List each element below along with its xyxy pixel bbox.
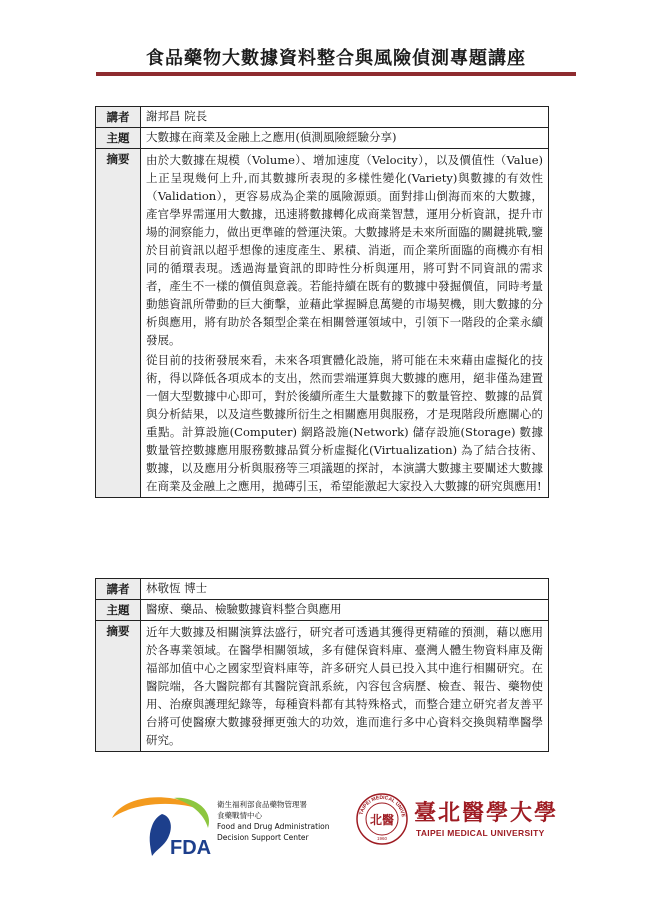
- speaker-label: 講者: [96, 107, 141, 128]
- topic-text: 醫療、藥品、檢驗數據資料整合與應用: [141, 600, 549, 621]
- speaker-row: [96, 107, 549, 128]
- fda-org-text: [217, 799, 330, 843]
- speaker-row: [96, 579, 549, 600]
- speaker-name: 謝邦昌 院長: [141, 107, 549, 128]
- fda-name-en: Food and Drug Administration: [217, 822, 330, 831]
- abstract-label: 摘要: [96, 149, 141, 498]
- tmu-seal-ring-text: TAIPEI MEDICAL UNIVE: [358, 794, 406, 818]
- abstract-cell: [141, 149, 549, 498]
- tmu-name: 臺北醫學大學: [414, 800, 559, 826]
- topic-label: 主題: [96, 600, 141, 621]
- fda-logo-text: FDA: [170, 837, 212, 859]
- abstract-paragraph: 從目前的技術發展來看，未來各項實體化設施，將可能在未來藉由虛擬化的技術，得以降低各項成本的支出，然而雲端運算與大數據的應用，絕非僅為建置一個大型數據中心即可，對於後續所產生大量數據下的數量管控、數據的品質與分析結果，以及這些數據所衍生之相關應用與服務，才是現階段所應關心的重點。計算設施(Computer) 網路設施(Network) 儲存設施(Storage) 數據數量管控數據應用服務數據品質分析虛擬化(Virtualization) 為了結合技術、數據，以及應用分析與服務等三項議題的探討，本演講大數據主要闡述大數據在商業及金融上之應用，拋磚引玉，希望能激起大家投入大數據的研究與應用!: [146, 353, 543, 493]
- topic-row: [96, 128, 549, 149]
- abstract-paragraph: 近年大數據及相關演算法盛行，研究者可透過其獲得更精確的預測，藉以應用於各專業領域。在醫學相關領域，多有健保資料庫、臺灣人體生物資料庫及衛福部加值中心之國家型資料庫等，許多研究人員已投入其中進行相關研究。在醫院端，各大醫院都有其醫院資訊系統，內容包含病歷、檢查、報告、藥物使用、治療與護理紀錄等，每種資料都有其特殊格式，而整合建立研究者友善平台將可使醫療大數據發揮更強大的功效，進而進行多中心資料交換與精準醫學研究。: [146, 625, 543, 747]
- abstract-paragraph: 由於大數據在規模（Volume）、增加速度（Velocity），以及價值性（Value)上正呈現幾何上升,而其數據所表現的多樣性變化(Variety)與數據的有效性（Validation），更容易成為企業的風險源頭。面對排山倒海而來的大數據，產官學界需運用大數據，迅速將數據轉化成商業智慧，運用分析資訊，提升市場的洞察能力，做出更準確的營運決策。大數據將是未來所面臨的關鍵挑戰,鑒於目前資訊以超乎想像的速度產生、累積、消逝，而企業所面臨的商機亦有相同的循環表現。透過海量資訊的即時性分析與運用，將可對不同資訊的需求者，產生不一樣的價值與意義。若能持續在既有的數據中發掘價值，同時考量動態資訊所帶動的巨大衝擊，並藉此掌握瞬息萬變的市場契機，則大數據的分析與應用，將有助於各類型企業在相關營運領域中，引領下一階段的企業永續發展。: [146, 153, 543, 347]
- topic-row: [96, 600, 549, 621]
- abstract-row: [96, 149, 549, 498]
- speaker-name: 林敬恆 博士: [141, 579, 549, 600]
- abstract-row: [96, 621, 549, 752]
- abstract-label: 摘要: [96, 621, 141, 752]
- page-title: 食品藥物大數據資料整合與風險偵測專題講座: [146, 48, 526, 69]
- tmu-seal-year: 1960: [376, 836, 388, 841]
- speaker-label: 講者: [96, 579, 141, 600]
- fda-name-zh: 衛生福利部食品藥物管理署: [217, 800, 307, 809]
- topic-label: 主題: [96, 128, 141, 149]
- tmu-name-en: TAIPEI MEDICAL UNIVERSITY: [416, 828, 545, 838]
- tmu-seal-icon: [356, 793, 408, 845]
- speaker-table-1: [95, 106, 549, 498]
- abstract-cell: [141, 621, 549, 752]
- fda-dept-en: Decision Support Center: [217, 833, 309, 842]
- topic-text: 大數據在商業及金融上之應用(偵測風險經驗分享): [141, 128, 549, 149]
- taiwan-map-icon: [150, 814, 171, 856]
- tmu-seal-char: 北醫: [369, 813, 395, 827]
- speaker-table-2: [95, 578, 549, 752]
- fda-dept-zh: 食藥戰情中心: [217, 811, 262, 820]
- title-divider: [96, 72, 576, 76]
